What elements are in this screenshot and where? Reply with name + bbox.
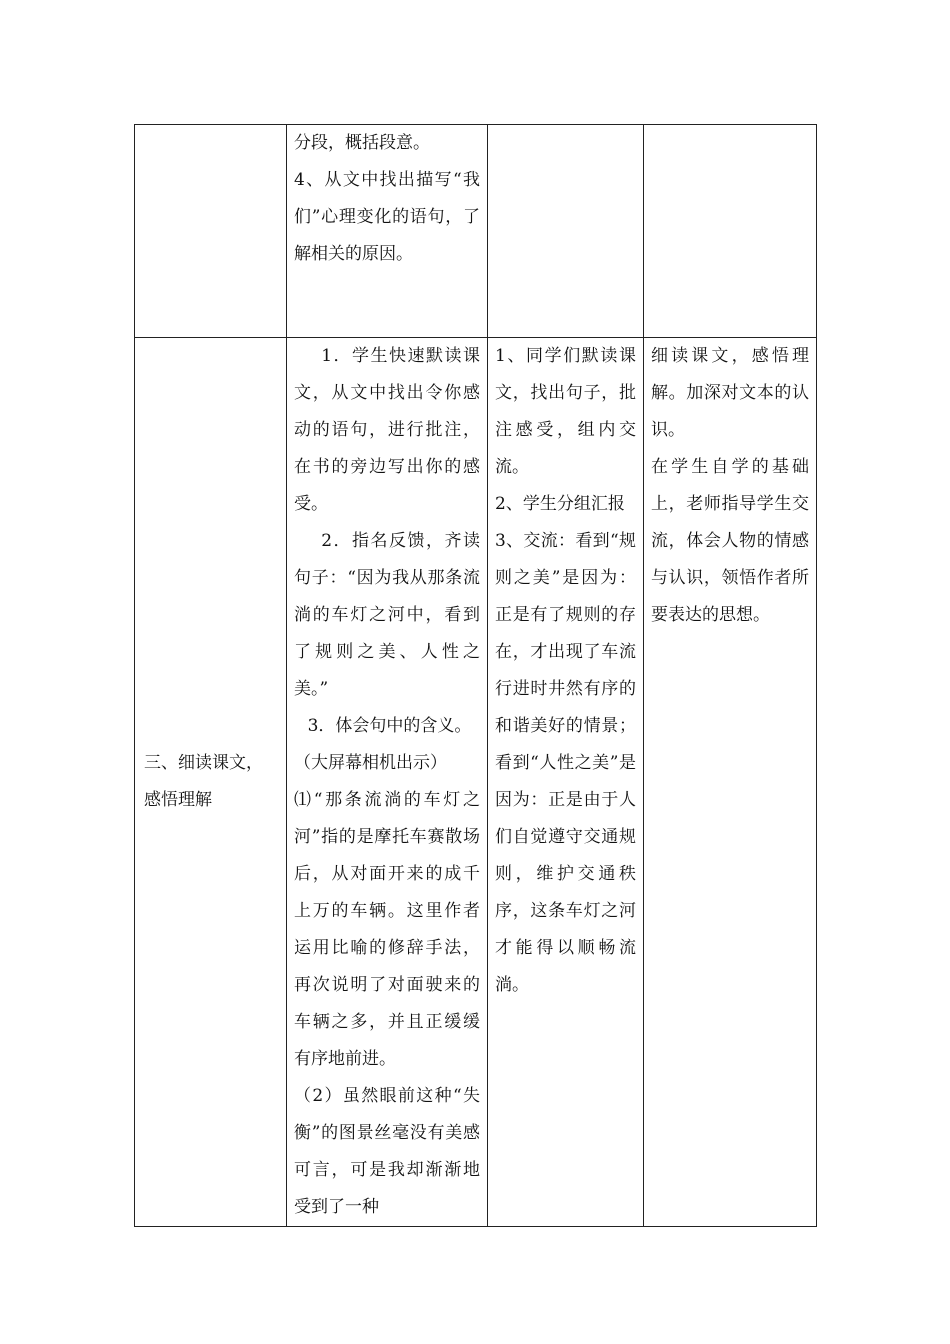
- teacher-text: ⑴“那条流淌的车灯之河”指的是摩托车赛散场后，从对面开来的成千上万的车辆。这里作者运用比喻的修辞手法，再次说明了对面驶来的车辆之多，并且正缓缓有序地前进。: [294, 790, 480, 1069]
- student-text: 3、交流：看到“规则之美”是因为：正是有了规则的存在，才出现了车流行进时井然有序的和谐美好的情景；看到“人性之美”是因为：正是由于人们自觉遵守交通规则，维护交通秩序，这条车灯之河才能得以顺畅流淌。: [495, 531, 636, 995]
- teacher-text: 1．学生快速默读课文，从文中找出令你感动的语句，进行批注，在书的旁边写出你的感受。: [294, 346, 480, 514]
- teacher-text: （2）虽然眼前这种“失衡”的图景丝毫没有美感可言，可是我却渐渐地受到了一种: [294, 1086, 480, 1217]
- intent-text: 在学生自学的基础上，老师指导学生交流，体会人物的情感与认识，领悟作者所要表达的思想。: [651, 457, 809, 625]
- student-text: 2、学生分组汇报: [495, 494, 625, 514]
- teacher-activity-cell: [287, 338, 488, 1227]
- stage-title: 感悟理解: [144, 790, 212, 810]
- table-row: [135, 338, 817, 1227]
- stage-cell: [135, 125, 287, 338]
- design-intent-cell: [644, 125, 817, 338]
- student-activity-cell: [488, 338, 644, 1227]
- stage-cell: [135, 338, 287, 1227]
- teacher-activity-cell: [287, 125, 488, 338]
- student-text: 1、同学们默读课文，找出句子，批注感受，组内交流。: [495, 346, 636, 477]
- teacher-text: 4、从文中找出描写“我们”心理变化的语句，了解相关的原因。: [294, 170, 480, 264]
- lesson-plan-table: [134, 124, 817, 1227]
- design-intent-cell: [644, 338, 817, 1227]
- student-activity-cell: [488, 125, 644, 338]
- teacher-text: 分段，概括段意。: [294, 133, 430, 153]
- stage-title: 三、细读课文，: [144, 753, 263, 773]
- teacher-text: 3．体会句中的含义。: [307, 716, 472, 736]
- teacher-text: 2．指名反馈，齐读句子：“因为我从那条流淌的车灯之河中，看到了规则之美、人性之美。”: [294, 531, 480, 699]
- teacher-text: （大屏幕相机出示）: [294, 753, 447, 773]
- intent-text: 细读课文，感悟理解。加深对文本的认识。: [651, 346, 809, 440]
- table-row: [135, 125, 817, 338]
